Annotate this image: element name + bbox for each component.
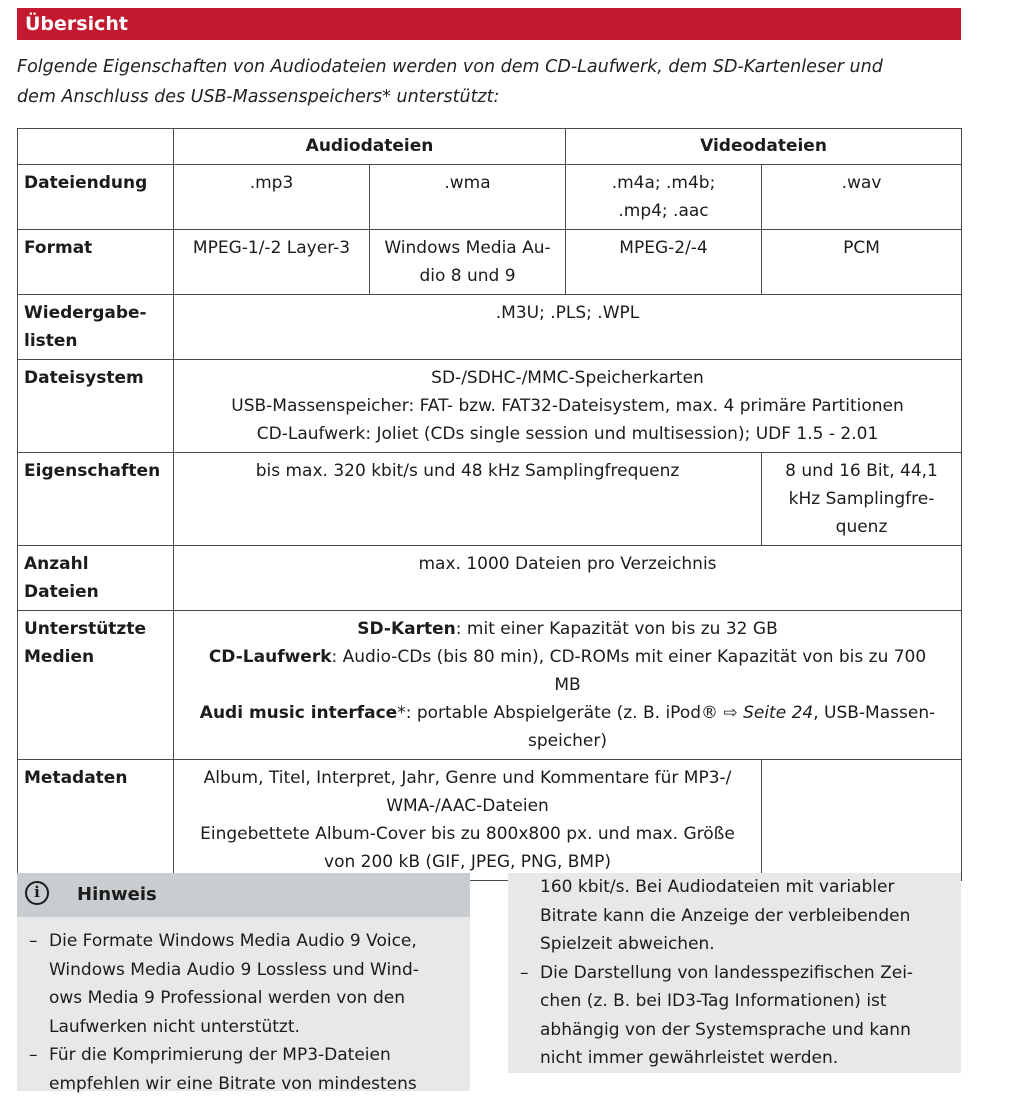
- table-row: [18, 230, 962, 295]
- cell-anzahl: max. 1000 Dateien pro Verzeichnis: [174, 546, 962, 611]
- list-item-continued: 160 kbit/s. Bei Audiodateien mit variabler Bitrate kann die Anzeige der verbleibenden Spielzeit abweichen.: [540, 877, 911, 954]
- table-row: [18, 760, 962, 881]
- info-icon: i: [25, 881, 49, 905]
- list-item: – Für die Komprimierung der MP3-Dateien empfehlen wir eine Bitrate von mindestens: [29, 1045, 417, 1094]
- table-row: [18, 611, 962, 760]
- row-label-anzahl: Anzahl Dateien: [18, 546, 174, 611]
- note-header: [17, 873, 470, 917]
- header-video: Videodateien: [566, 129, 962, 165]
- table-row: [18, 295, 962, 360]
- cell-m4a: .m4a; .m4b; .mp4; .aac: [566, 165, 762, 230]
- row-label-wiedergabelisten: Wiedergabe- listen: [18, 295, 174, 360]
- cell-eigenschaften: bis max. 320 kbit/s und 48 kHz Samplingfrequenz: [174, 453, 762, 546]
- intro-line: Folgende Eigenschaften von Audiodateien werden von dem CD-Laufwerk, dem SD-Kartenleser und: [17, 57, 883, 77]
- cell-playlists: .M3U; .PLS; .WPL: [174, 295, 962, 360]
- row-label-dateisystem: Dateisystem: [18, 360, 174, 453]
- list-item: – Die Darstellung von landesspezifischen Zei- chen (z. B. bei ID3-Tag Informationen) ist abhängig von der Systemsprache und kann nicht immer gewährleistet werden.: [520, 962, 914, 1068]
- row-label-dateiendung: Dateiendung: [18, 165, 174, 230]
- cell-mp3: .mp3: [174, 165, 370, 230]
- intro-text: [17, 52, 961, 112]
- cell-metadaten-empty: [762, 760, 962, 881]
- note-box: [17, 873, 470, 1094]
- cell-wma: .wma: [370, 165, 566, 230]
- row-label-eigenschaften: Eigenschaften: [18, 453, 174, 546]
- spec-table: [17, 128, 962, 881]
- table-row: [18, 546, 962, 611]
- note-title: Hinweis: [77, 884, 157, 905]
- cell-wav: .wav: [762, 165, 962, 230]
- cell-metadaten: Album, Titel, Interpret, Jahr, Genre und Kommentare für MP3-/ WMA-/AAC-Dateien Eingebettete Album-Cover bis zu 800x800 px. und max. Größe von 200 kB (GIF, JPEG, PNG, BMP): [174, 760, 762, 881]
- cell-mpeg-layer3: MPEG-1/-2 Layer-3: [174, 230, 370, 295]
- page-reference-link[interactable]: Seite 24: [743, 703, 814, 723]
- note-box-continued: [508, 873, 961, 1073]
- cell-medien: SD-Karten: mit einer Kapazität von bis zu 32 GB CD-Laufwerk: Audio-CDs (bis 80 min), CD-ROMs mit einer Kapazität von bis zu 700 MB Audi music interface*: portable Abspielgeräte (z. B. iPod® ⇨ Seite 24, USB-Massen- speicher): [174, 611, 962, 760]
- row-label-metadaten: Metadaten: [18, 760, 174, 881]
- header-audio: Audiodateien: [174, 129, 566, 165]
- note-body: [17, 917, 470, 1098]
- table-row: [18, 453, 962, 546]
- table-row: [18, 165, 962, 230]
- cell-eigenschaften-wav: 8 und 16 Bit, 44,1 kHz Samplingfre- quenz: [762, 453, 962, 546]
- header-empty: [18, 129, 174, 165]
- row-label-format: Format: [18, 230, 174, 295]
- cell-dateisystem: SD-/SDHC-/MMC-Speicherkarten USB-Massenspeicher: FAT- bzw. FAT32-Dateisystem, max. 4 primäre Partitionen CD-Laufwerk: Joliet (CDs single session und multisession); UDF 1.5 - 2.01: [174, 360, 962, 453]
- cell-pcm: PCM: [762, 230, 962, 295]
- section-title: Übersicht: [17, 8, 961, 40]
- row-label-medien: Unterstützte Medien: [18, 611, 174, 760]
- table-header-row: [18, 129, 962, 165]
- list-item: – Die Formate Windows Media Audio 9 Voice, Windows Media Audio 9 Lossless und Wind- ows Media 9 Professional werden von den Laufwerken nicht unterstützt.: [29, 931, 419, 1037]
- cell-mpeg24: MPEG-2/-4: [566, 230, 762, 295]
- table-row: [18, 360, 962, 453]
- intro-line: dem Anschluss des USB-Massenspeichers* unterstützt:: [17, 87, 500, 107]
- cell-windows-media-audio: Windows Media Au- dio 8 und 9: [370, 230, 566, 295]
